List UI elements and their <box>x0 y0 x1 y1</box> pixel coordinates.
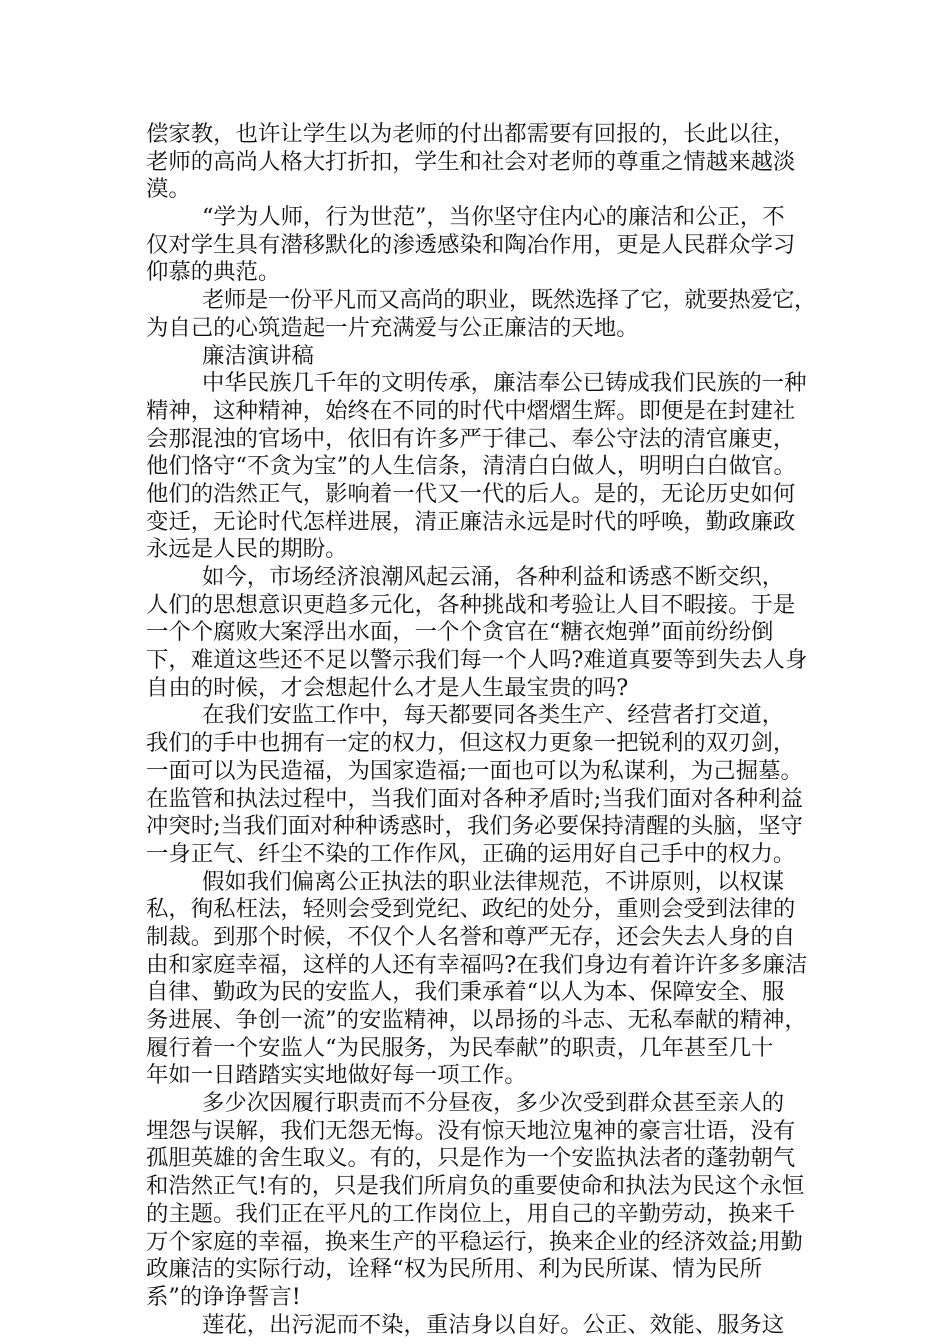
text-line: 一个个腐败大案浮出水面，一个个贪官在“糖衣炮弹”面前纷纷倒 <box>146 619 774 646</box>
text-line: 自律、勤政为民的安监人，我们秉承着“以人为本、保障安全、服 <box>146 979 785 1006</box>
text-line: 系”的诤诤誓言! <box>146 1283 301 1310</box>
text-line: 务进展、争创一流”的安监精神，以昂扬的斗志、无私奉献的精神， <box>146 1007 807 1033</box>
text-line: 仰慕的典范。 <box>146 259 281 286</box>
text-line: 如今，市场经济浪潮风起云涌，各种利益和诱惑不断交织， <box>202 564 785 590</box>
text-line: 由和家庭幸福，这样的人还有幸福吗?在我们身边有着许许多多廉洁 <box>146 951 808 978</box>
text-line: 人们的思想意识更趋多元化，各种挑战和考验让人目不暇接。于是 <box>146 591 796 618</box>
text-line: 多少次因履行职责而不分昼夜，多少次受到群众甚至亲人的 <box>202 1090 785 1117</box>
text-line: 中华民族几千年的文明传承，廉洁奉公已铸成我们民族的一种 <box>202 370 807 397</box>
text-line: 莲花，出污泥而不染，重洁身以自好。公正、效能、服务这 <box>202 1311 785 1338</box>
text-line: 年如一日踏踏实实地做好每一项工作。 <box>146 1062 527 1089</box>
text-line: 在监管和执法过程中，当我们面对各种矛盾时;当我们面对各种利益 <box>146 785 803 812</box>
text-line: 为自己的心筑造起一片充满爱与公正廉洁的天地。 <box>146 314 639 341</box>
text-line: 永远是人民的期盼。 <box>146 536 348 563</box>
text-line: 私，徇私枉法，轻则会受到党纪、政纪的处分，重则会受到法律的 <box>146 896 796 923</box>
text-line: 他们恪守“不贪为宝”的人生信条，清清白白做人，明明白白做官。 <box>146 453 796 480</box>
text-line: 仅对学生具有潜移默化的渗透感染和陶冶作用，更是人民群众学习 <box>146 231 796 258</box>
text-line: 老师的高尚人格大打折扣，学生和社会对老师的尊重之情越来越淡 <box>146 148 796 175</box>
text-line: 制裁。到那个时候，不仅个人名誉和尊严无存，还会失去人身的自 <box>146 923 796 950</box>
text-line: 冲突时;当我们面对种种诱惑时，我们务必要保持清醒的头脑，坚守 <box>146 813 803 840</box>
text-line: 廉洁演讲稿 <box>202 342 314 369</box>
text-line: 会那混浊的官场中，依旧有许多严于律己、奉公守法的清官廉吏， <box>146 425 796 452</box>
text-line: 孤胆英雄的舍生取义。有的，只是作为一个安监执法者的蓬勃朝气 <box>146 1145 796 1172</box>
text-line: 一面可以为民造福，为国家造福;一面也可以为私谋利，为己掘墓。 <box>146 757 803 784</box>
text-line: 万个家庭的幸福，换来生产的平稳运行，换来企业的经济效益;用勤 <box>146 1228 803 1255</box>
text-line: 自由的时候，才会想起什么才是人生最宝贵的吗? <box>146 674 629 701</box>
text-line: 他们的浩然正气，影响着一代又一代的后人。是的，无论历史如何 <box>146 480 796 507</box>
text-line: 埋怨与误解，我们无怨无悔。没有惊天地泣鬼神的豪言壮语，没有 <box>146 1117 796 1144</box>
text-line: 假如我们偏离公正执法的职业法律规范，不讲原则，以权谋 <box>202 868 785 895</box>
text-line: 我们的手中也拥有一定的权力，但这权力更象一把锐利的双刃剑， <box>146 730 796 757</box>
text-line: 和浩然正气!有的，只是我们所肩负的重要使命和执法为民这个永恒 <box>146 1173 805 1200</box>
text-line: 漠。 <box>146 176 191 203</box>
text-line: 老师是一份平凡而又高尚的职业，既然选择了它，就要热爱它， <box>202 287 816 314</box>
text-line: 履行着一个安监人“为民服务，为民奉献”的职责，几年甚至几十 <box>146 1034 774 1061</box>
text-line: 在我们安监工作中，每天都要同各类生产、经营者打交道， <box>202 702 785 729</box>
text-line: 变迁，无论时代怎样进展，清正廉洁永远是时代的呼唤，勤政廉政 <box>146 508 796 535</box>
text-line: 政廉洁的实际行动，诠释“权为民所用、利为民所谋、情为民所 <box>146 1256 762 1283</box>
text-line: 下，难道这些还不足以警示我们每一个人吗?难道真要等到失去人身 <box>146 647 808 674</box>
text-line: 精神，这种精神，始终在不同的时代中熠熠生辉。即便是在封建社 <box>146 397 796 424</box>
text-line: 偿家教，也许让学生以为老师的付出都需要有回报的，长此以往， <box>146 121 796 147</box>
text-line: “学为人师，行为世范”，当你坚守住内心的廉洁和公正，不 <box>202 204 785 231</box>
document-body <box>146 121 816 1339</box>
text-line: 的主题。我们正在平凡的工作岗位上，用自己的辛勤劳动，换来千 <box>146 1200 796 1227</box>
text-line: 一身正气、纤尘不染的工作作风，正确的运用好自己手中的权力。 <box>146 840 796 867</box>
